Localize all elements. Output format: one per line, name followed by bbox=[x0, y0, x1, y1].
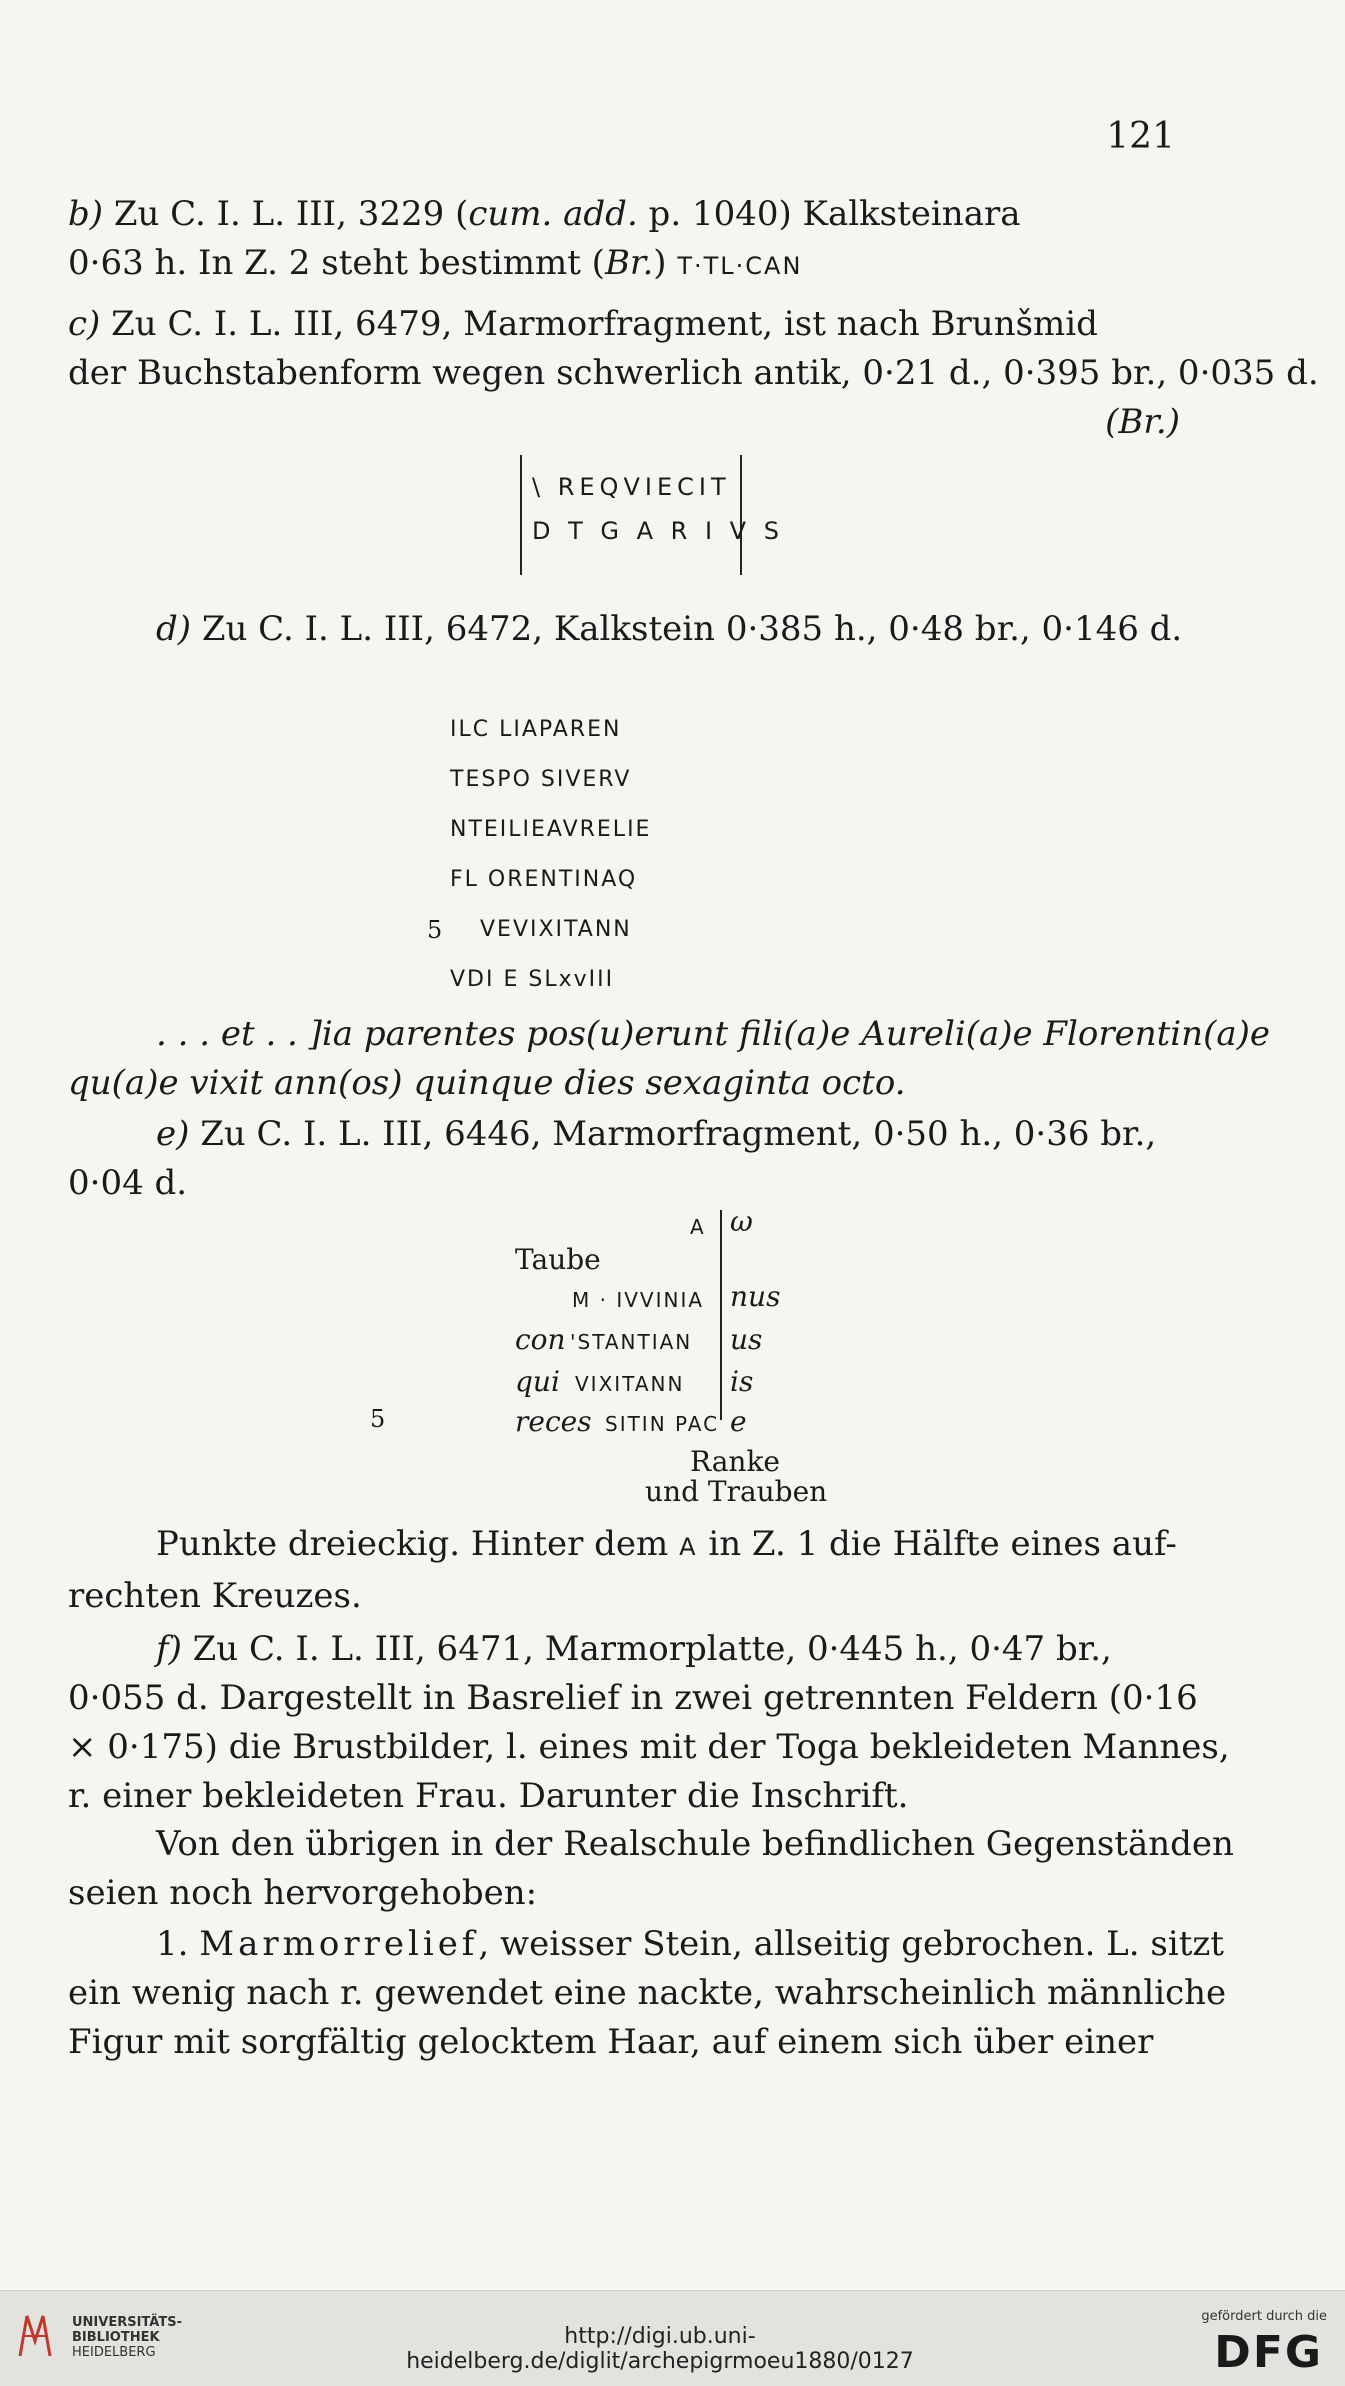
text: , weisser Stein, allseitig gebrochen. L. sitzt bbox=[478, 1924, 1224, 1964]
text: 0·04 d. bbox=[68, 1163, 188, 1203]
label-b: b) bbox=[68, 194, 104, 234]
supplement: e bbox=[730, 1405, 747, 1438]
paragraph-punkte bbox=[68, 1520, 1180, 1621]
supplement: nus bbox=[730, 1280, 781, 1313]
paragraph-1 bbox=[68, 1920, 1227, 2067]
line-number: 5 bbox=[370, 1405, 386, 1433]
supplement: qui bbox=[515, 1365, 560, 1398]
spaced-heading: Marmorrelief bbox=[199, 1924, 479, 1964]
inscription-line: TESPO SIVERV bbox=[450, 767, 632, 792]
paragraph-f bbox=[68, 1625, 1230, 1821]
supplement: reces bbox=[515, 1405, 592, 1438]
inscription-caps: T·TL·CAN bbox=[677, 252, 803, 280]
inscription-line: VDI E SLxvIII bbox=[450, 967, 615, 992]
reading-line: . . . et . . ]ia parentes pos(u)erunt fili(a)e Aureli(a)e Florentin(a)e bbox=[156, 1014, 1270, 1054]
uni-line: BIBLIOTHEK bbox=[72, 2330, 160, 2345]
funded-by-label: gefördert durch die bbox=[1201, 2309, 1327, 2324]
omega: ω bbox=[730, 1205, 753, 1238]
inscription-line: NTEILIEAVRELIE bbox=[450, 817, 652, 842]
label-d: d) bbox=[156, 609, 192, 649]
paragraph-c bbox=[68, 300, 1319, 447]
italic-text: cum. add. bbox=[468, 194, 638, 234]
university-name bbox=[72, 2315, 182, 2360]
text: 0·63 h. In Z. 2 steht bestimmt ( bbox=[68, 243, 605, 283]
inscription-d bbox=[427, 705, 850, 1005]
text: × 0·175) die Brustbilder, l. eines mit der Toga bekleideten Mannes, bbox=[68, 1727, 1230, 1767]
text: rechten Kreuzes. bbox=[68, 1576, 362, 1616]
trauben-note: und Trauben bbox=[645, 1475, 828, 1508]
inscription-row-4: SITIN PAC bbox=[605, 1412, 720, 1436]
permalink-url[interactable]: http://digi.ub.uni-heidelberg.de/diglit/archepigrmoeu1880/0127 bbox=[406, 2324, 914, 2374]
inscription-row-2: 'STANTIAN bbox=[570, 1330, 693, 1354]
dfg-logo: DFG bbox=[1214, 2327, 1323, 2378]
inscription-row-1: M · IVVINIA bbox=[572, 1288, 705, 1312]
text: Punkte dreieckig. Hinter dem bbox=[156, 1524, 669, 1564]
inscription-line: FL ORENTINAQ bbox=[450, 867, 638, 892]
line-number: 5 bbox=[427, 916, 443, 944]
text: r. einer bekleideten Frau. Darunter die Inschrift. bbox=[68, 1776, 909, 1816]
paragraph-d bbox=[68, 605, 1183, 654]
inscription-e bbox=[370, 1200, 880, 1508]
label-e: e) bbox=[156, 1114, 190, 1154]
text: in Z. 1 die Hälfte eines auf- bbox=[708, 1524, 1177, 1564]
text: ) bbox=[653, 243, 667, 283]
ranke-note: Ranke bbox=[690, 1445, 780, 1478]
inscription-text: VEVIXITANN bbox=[480, 917, 632, 942]
inscription-row-3: VIXITANN bbox=[575, 1372, 685, 1396]
inscription-caps: A bbox=[679, 1533, 698, 1561]
text: ein wenig nach r. gewendet eine nackte, wahrscheinlich männliche bbox=[68, 1973, 1227, 2013]
label-f: f) bbox=[156, 1629, 182, 1669]
paragraph-e bbox=[68, 1110, 1180, 1208]
inscription-c bbox=[520, 455, 784, 575]
supplement: us bbox=[730, 1323, 763, 1356]
italic-text: Br. bbox=[604, 243, 654, 283]
text: p. 1040) Kalksteinara bbox=[637, 194, 1021, 234]
reading-line: qu(a)e vixit ann(os) quinque dies sexaginta octo. bbox=[68, 1063, 906, 1103]
inscription-row: \ REQVIECIT bbox=[532, 473, 731, 501]
text: Zu C. I. L. III, 3229 ( bbox=[103, 194, 469, 234]
text: der Buchstabenform wegen schwerlich antik, 0·21 d., 0·395 br., 0·035 d. bbox=[68, 353, 1319, 393]
text: 0·055 d. Dargestellt in Basrelief in zwei getrennten Feldern (0·16 bbox=[68, 1678, 1198, 1718]
attribution-text: (Br.) bbox=[1105, 402, 1180, 442]
inscription-a: A bbox=[690, 1215, 706, 1239]
text: Zu C. I. L. III, 6471, Marmorplatte, 0·445 h., 0·47 br., bbox=[181, 1629, 1112, 1669]
inscription-line-5 bbox=[427, 905, 850, 955]
inscription-line: ILC LIAPAREN bbox=[450, 717, 622, 742]
uni-line: UNIVERSITÄTS- bbox=[72, 2315, 182, 2330]
reading-d bbox=[68, 1010, 1270, 1108]
supplement: con bbox=[515, 1323, 566, 1356]
text: Von den übrigen in der Realschule befindlichen Gegenständen bbox=[156, 1824, 1234, 1864]
item-number: 1. bbox=[156, 1924, 189, 1964]
text: Zu C. I. L. III, 6479, Marmorfragment, ist nach Brunšmid bbox=[100, 304, 1098, 344]
text: Zu C. I. L. III, 6446, Marmorfragment, 0·50 h., 0·36 br., bbox=[189, 1114, 1157, 1154]
supplement: is bbox=[730, 1365, 754, 1398]
university-logo-icon bbox=[15, 2311, 55, 2361]
text: seien noch hervorgehoben: bbox=[68, 1873, 538, 1913]
page-number: 121 bbox=[1106, 116, 1175, 157]
uni-line: HEIDELBERG bbox=[72, 2345, 156, 2360]
attribution-c bbox=[68, 398, 1180, 447]
text: Figur mit sorgfältig gelocktem Haar, auf einem sich über einer bbox=[68, 2022, 1154, 2062]
footer-bar bbox=[0, 2290, 1345, 2386]
taube-note: Taube bbox=[515, 1243, 601, 1276]
text: Zu C. I. L. III, 6472, Kalkstein 0·385 h., 0·48 br., 0·146 d. bbox=[191, 609, 1183, 649]
paragraph-von bbox=[68, 1820, 1234, 1918]
inscription-row: D T G A R I V S bbox=[532, 517, 784, 545]
paragraph-b bbox=[68, 190, 1180, 291]
label-c: c) bbox=[68, 304, 101, 344]
